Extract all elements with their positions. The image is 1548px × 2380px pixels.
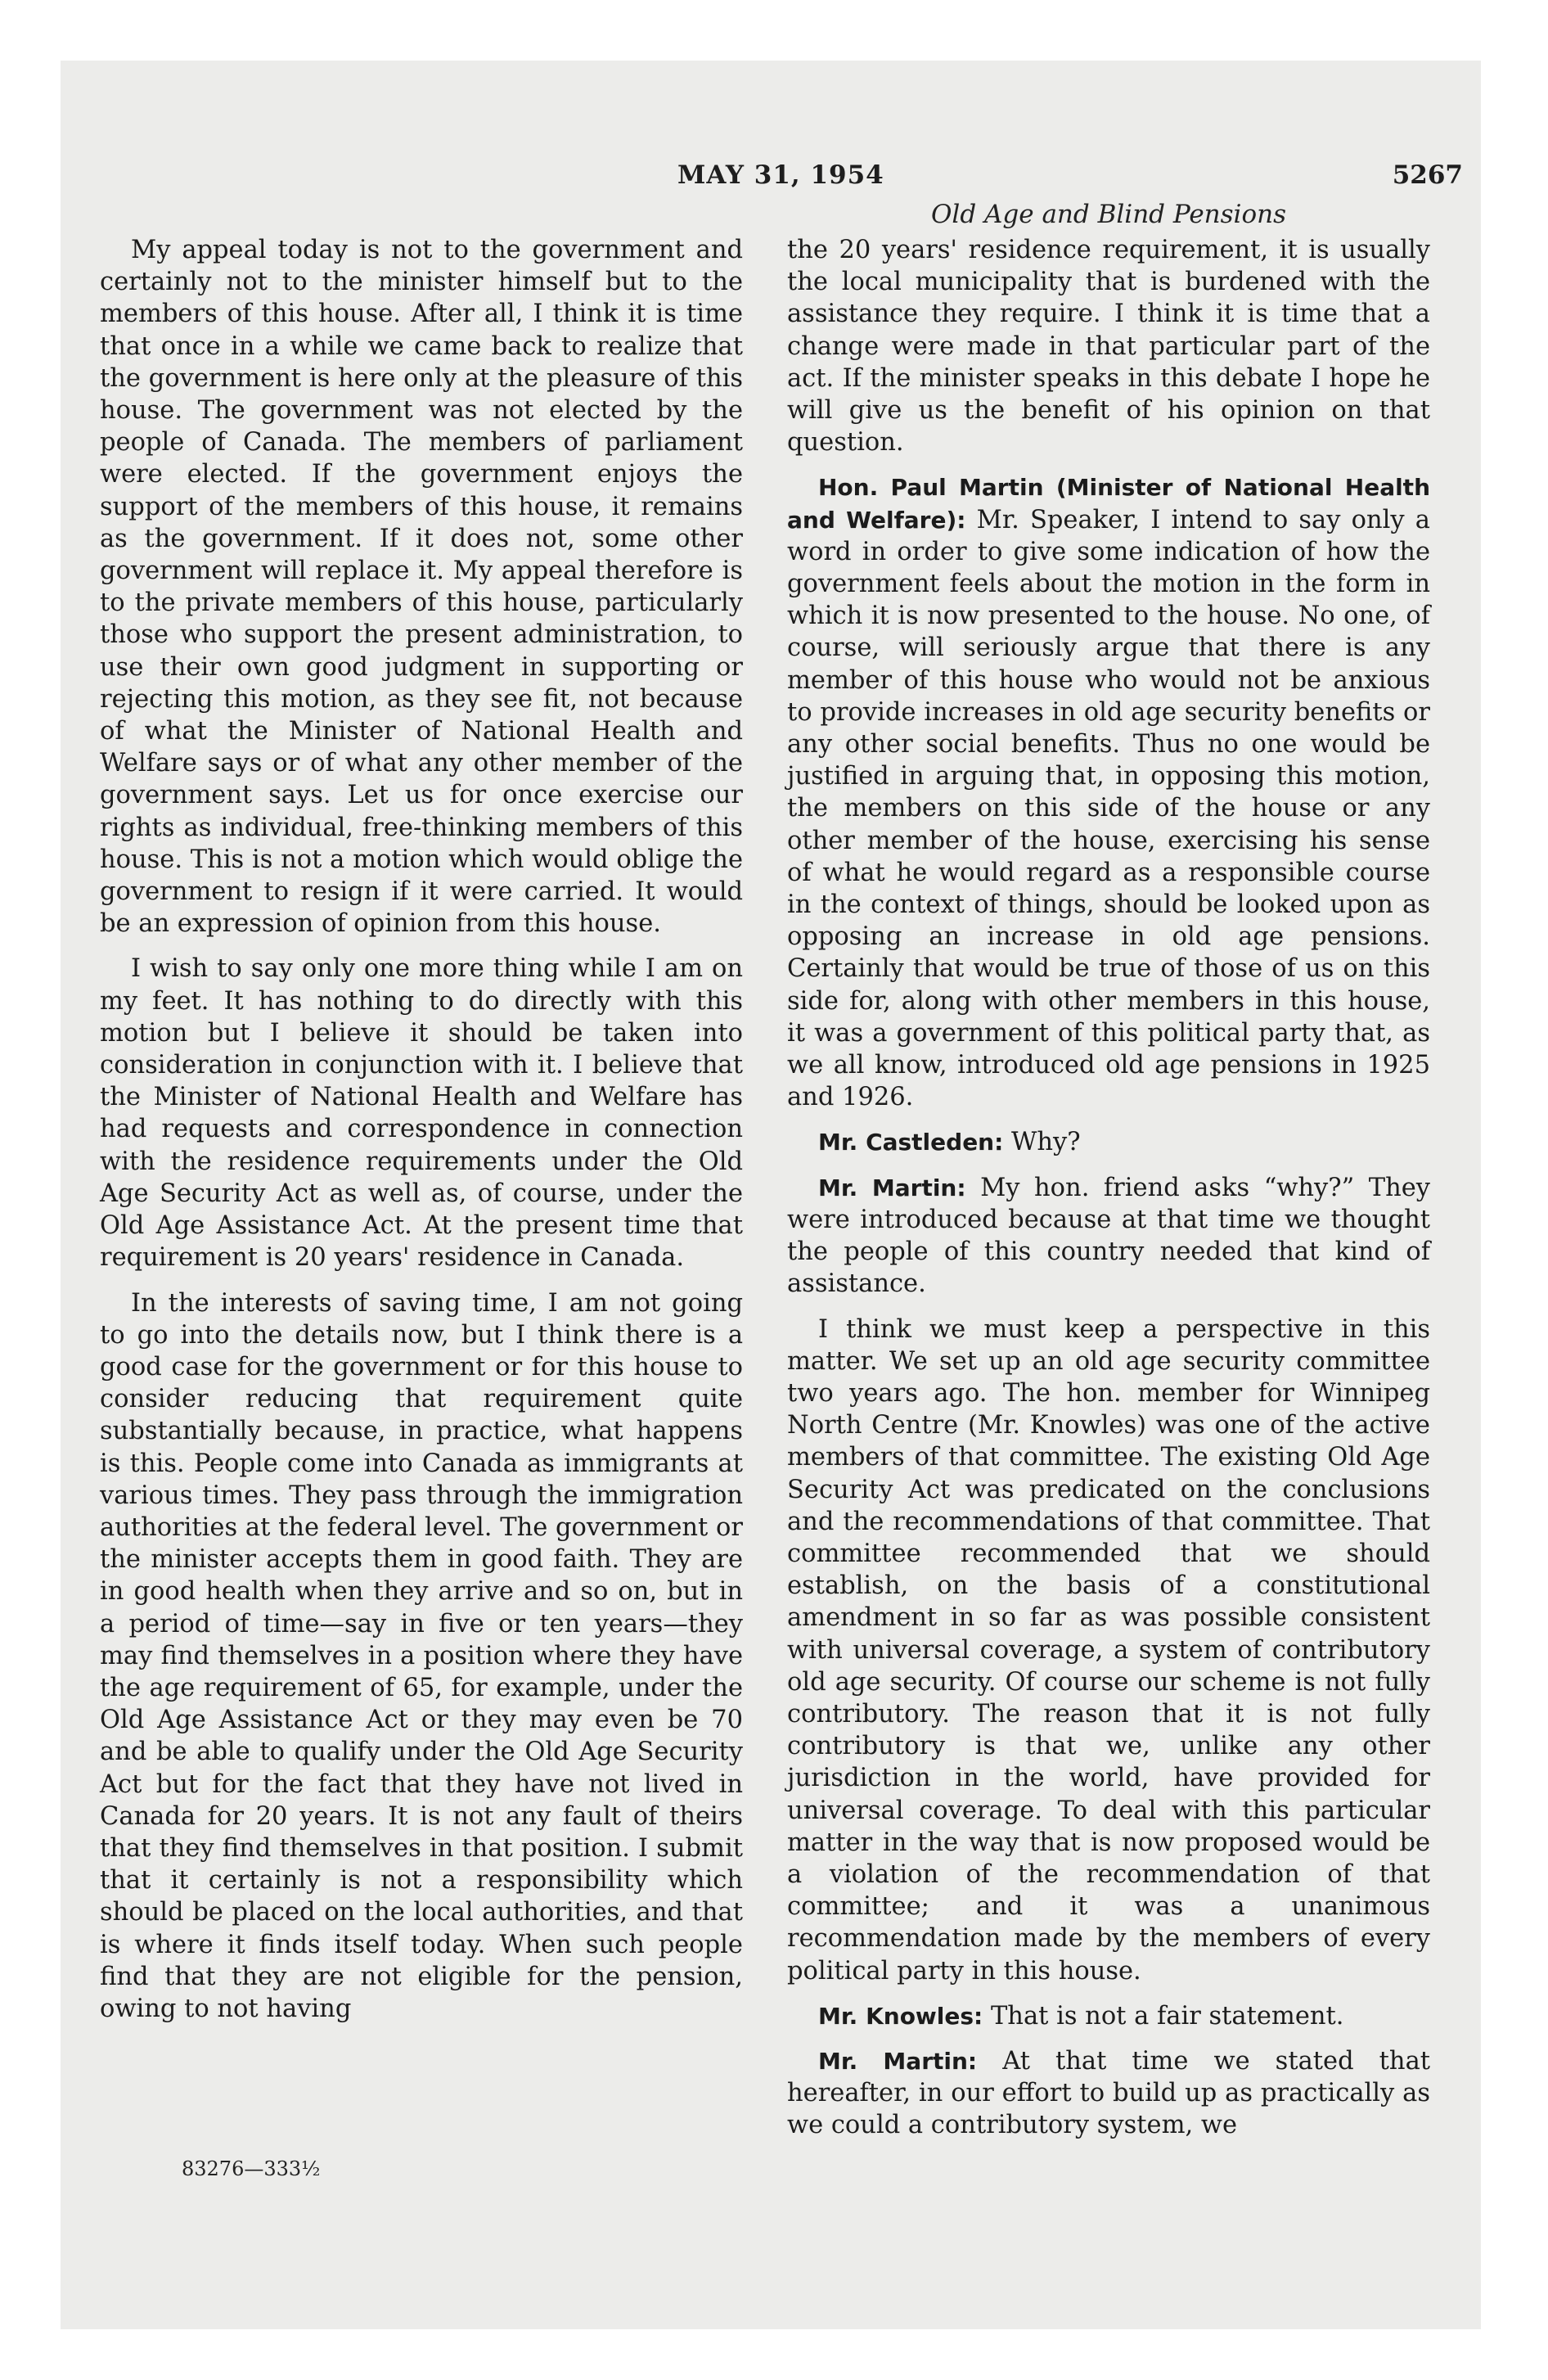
footer-code: 83276—333½	[182, 2157, 321, 2180]
speech-text: At that time we stated that hereafter, in our effort to build up as practically as we could a contributory system, we	[787, 2046, 1431, 2140]
speech-paragraph	[787, 2000, 1430, 2032]
speech-paragraph	[787, 1126, 1430, 1158]
speaker-name: Mr. Knowles:	[818, 2002, 983, 2030]
speaker-name: Mr. Martin:	[818, 1174, 966, 1201]
paragraph: In the interests of saving time, I am not going to go into the details now, but I think there is a good case for the government or for this house to consider reducing that requirement quite substantially because, in practice, what happens is this. People come into Canada as immigrants at various times. They pass through the immigration authorities at the federal level. The government or the minister accepts them in good faith. They are in good health when they arrive and so on, but in a period of time—say in five or ten years—they may find themselves in a position where they have the age requirement of 65, for example, under the Old Age Assistance Act or they may even be 70 and be able to qualify under the Old Age Security Act but for the fact that they have not lived in Canada for 20 years. It is not any fault of theirs that they find themselves in that position. I submit that it certainly is not a responsibility which should be placed on the local authorities, and that is where it finds itself today. When such people find that they are not eligible for the pension, owing to not having	[100, 1288, 743, 2023]
page-header	[82, 160, 1466, 196]
left-column	[100, 234, 743, 2038]
right-column	[787, 234, 1430, 2155]
running-head: Old Age and Blind Pensions	[930, 200, 1286, 229]
speech-paragraph	[787, 471, 1430, 1113]
speaker-name: Mr. Castleden:	[818, 1129, 1004, 1156]
speech-paragraph	[787, 2045, 1430, 2142]
speech-paragraph	[787, 1172, 1430, 1300]
paragraph: I wish to say only one more thing while I am on my feet. It has nothing to do directly with this motion but I believe it should be taken into consideration in conjunction with it. I believe that the Minister of National Health and Welfare has had requests and correspondence in connection with the residence requirements under the Old Age Security Act as well as, of course, under the Old Age Assistance Act. At the present time that requirement is 20 years' residence in Canada.	[100, 954, 743, 1273]
page-date: MAY 31, 1954	[677, 160, 884, 190]
speech-text: That is not a fair statement.	[990, 2001, 1344, 2031]
paragraph: My appeal today is not to the government and certainly not to the minister himself but to the members of this house. After all, I think it is time that once in a while we came back to realize that the government is here only at the pleasure of this house. The government was not elected by the people of Canada. The members of parliament were elected. If the government enjoys the support of the members of this house, it remains as the government. If it does not, some other government will replace it. My appeal therefore is to the private members of this house, particularly those who support the present administration, to use their own good judgment in supporting or rejecting this motion, as they see fit, not because of what the Minister of National Health and Welfare says or of what any other member of the government says. Let us for once exercise our rights as individual, free-thinking members of this house. This is not a motion which would oblige the government to resign if it were carried. It would be an expression of opinion from this house.	[100, 236, 743, 939]
speech-text: My hon. friend asks “why?” They were introduced because at that time we thought the people of this country needed that kind of assistance.	[787, 1173, 1431, 1299]
speech-text: Mr. Speaker, I intend to say only a word in order to give some indication of how the government feels about the motion in the form in which it is now presented to the house. No one, of course, will seriously argue that there is any member of this house who would not be anxious to provide increases in old age security benefits or any other social benefits. Thus no one would be justified in arguing that, in opposing this motion, the members on this side of the house or any other member of the house, exercising his sense of what he would regard as a responsible course in the context of things, should be looked upon as opposing an increase in old age pensions. Certainly that would be true of those of us on this side for, along with other members in this house, it was a government of this political party that, as we all know, introduced old age pensions in 1925 and 1926.	[787, 505, 1430, 1112]
speaker-name: Hon. Paul Martin (Minister of National Health and Welfare):	[787, 474, 1430, 534]
paragraph: I think we must keep a perspective in this matter. We set up an old age security committee two years ago. The hon. member for Winnipeg North Centre (Mr. Knowles) was one of the active members of that committee. The existing Old Age Security Act was predicated on the conclusions and the recommendations of that committee. That committee recommended that we should establish, on the basis of a constitutional amendment in so far as was possible consistent with universal coverage, a system of contributory old age security. Of course our scheme is not fully contributory. The reason that it is not fully contributory is that we, unlike any other jurisdiction in the world, have provided for universal coverage. To deal with this particular matter in the way that is now proposed would be a violation of the recommendation of that committee; and it was a unanimous recommendation made by the members of every political party in this house.	[787, 1314, 1430, 1986]
paragraph: the 20 years' residence requirement, it is usually the local municipality that is burdened with the assistance they require. I think it is time that a change were made in that particular part of the act. If the minister speaks in this debate I hope he will give us the benefit of his opinion on that question.	[787, 236, 1430, 458]
page-number: 5267	[1392, 160, 1463, 190]
speaker-name: Mr. Martin:	[818, 2047, 978, 2075]
speech-text: Why?	[1011, 1128, 1081, 1157]
